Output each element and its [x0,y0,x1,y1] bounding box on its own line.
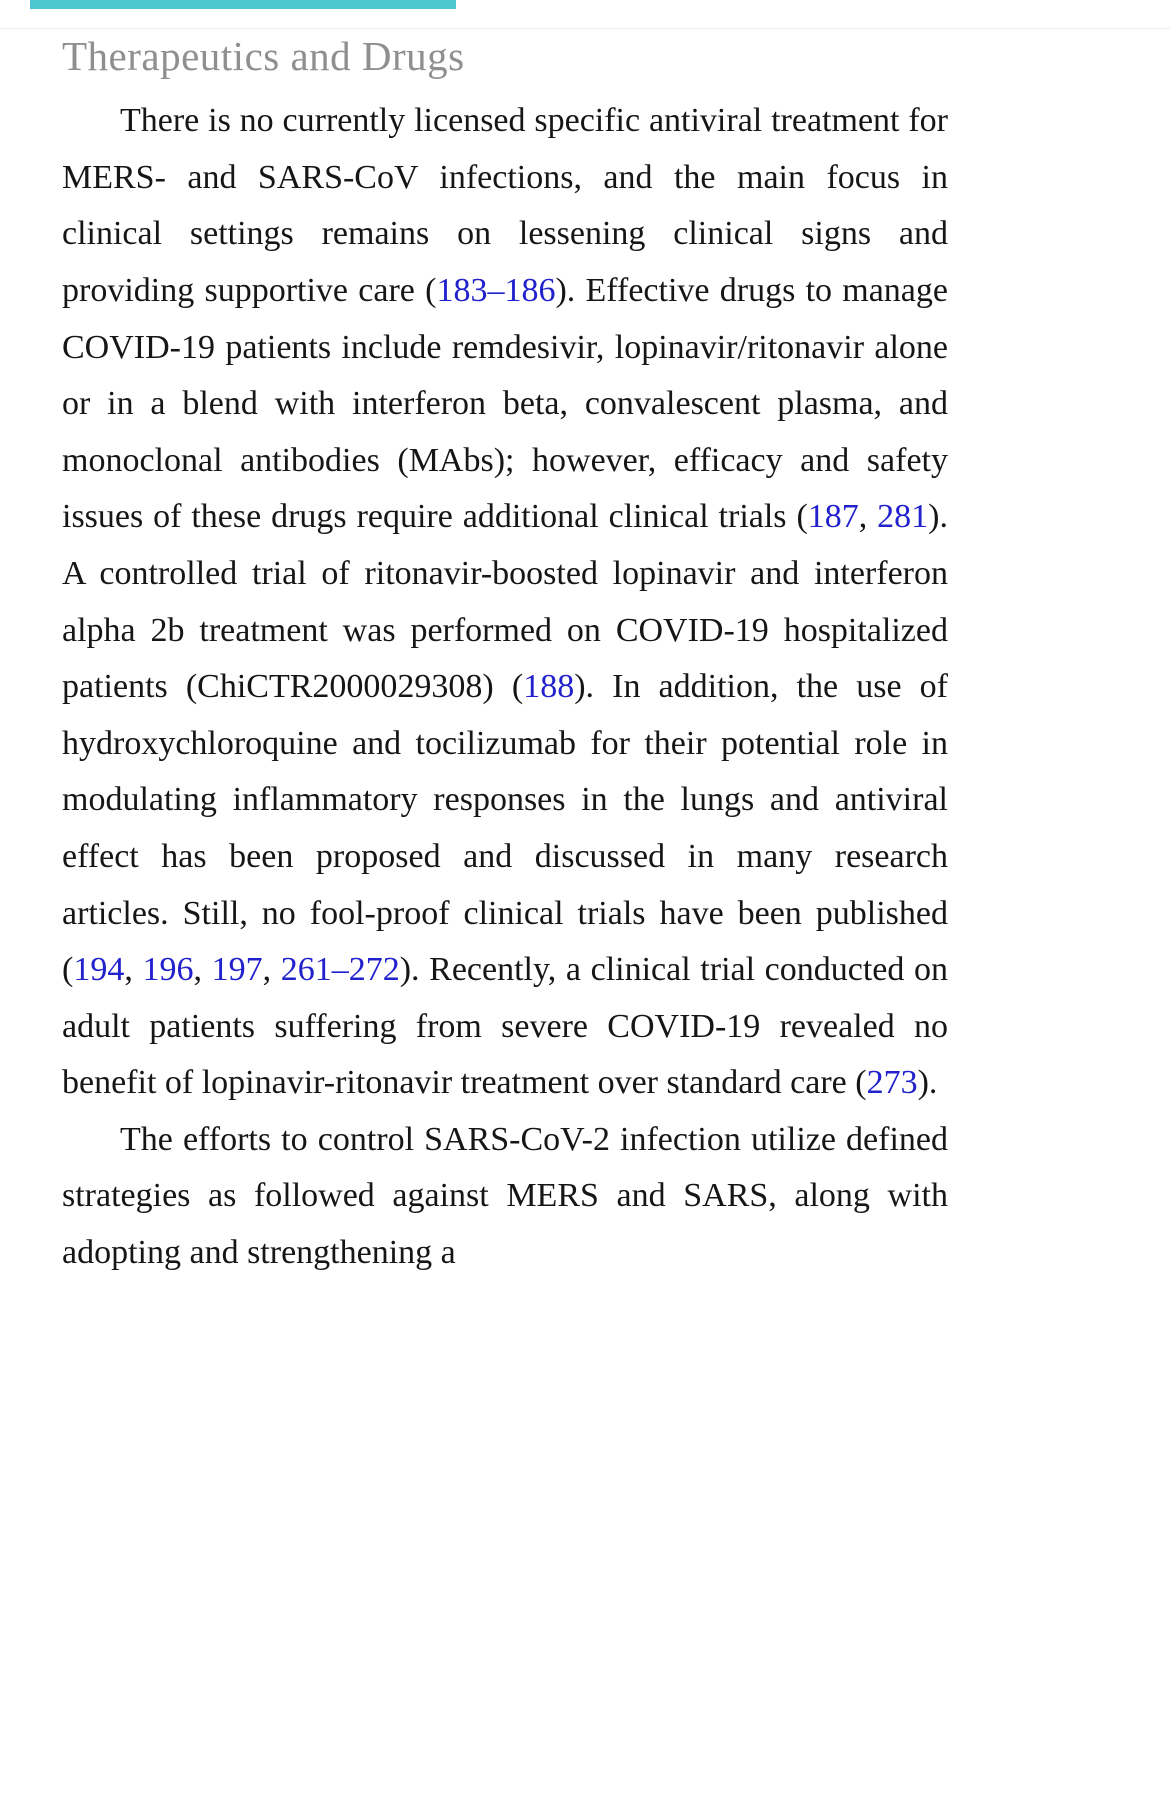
body-text: ). In addition, the use of hydroxychloroquine and tocilizumab for their potential role in modulating inflammatory responses in the lungs and antiviral effect has been proposed and discussed in many research articles. Still, no fool-proof clinical trials have been published ( [62,668,948,989]
paragraph [62,1112,948,1282]
citation-link[interactable]: 196 [142,951,194,989]
body-text: There is no currently licensed specific antiviral treatment for MERS- and SARS-CoV infections, and the main focus in clinical settings remains on lessening clinical signs and providing supportive care ( [62,102,948,309]
body-text: , [124,951,143,989]
section-heading: Therapeutics and Drugs [62,33,465,79]
citation-link[interactable]: 194 [73,951,125,989]
paragraph [62,93,948,1112]
citation-link[interactable]: 183–186 [436,271,556,309]
body-text: , [262,951,281,989]
citation-link[interactable]: 197 [211,951,263,989]
article-content [62,32,948,1282]
citation-link[interactable]: 187 [807,498,859,536]
body-text: , [858,498,878,536]
paragraphs-container [62,93,948,1281]
top-accent-bar [30,0,456,9]
body-text: ). A controlled trial of ritonavir-boosted lopinavir and interferon alpha 2b treatment was performed on COVID-19 hospitalized patients (ChiCTR2000029308) ( [62,498,948,706]
body-text: ). [917,1064,938,1102]
citation-link[interactable]: 188 [523,668,575,706]
header-divider [0,28,1170,29]
body-text: ). Effective drugs to manage COVID-19 patients include remdesivir, lopinavir/ritonavir alone or in a blend with interferon beta, convalescent plasma, and monoclonal antibodies (MAbs); however, efficacy and safety issues of these drugs require additional clinical trials ( [62,271,948,536]
body-text: , [193,951,212,989]
citation-link[interactable]: 273 [866,1064,918,1102]
body-text: ). Recently, a clinical trial conducted on adult patients suffering from severe COVID-19 revealed no benefit of lopinavir-ritonavir treatment over standard care ( [62,951,949,1102]
citation-link[interactable]: 261–272 [280,951,400,989]
citation-link[interactable]: 281 [877,498,929,536]
body-text: The efforts to control SARS-CoV-2 infection utilize defined strategies as followed against MERS and SARS, along with adopting and strengthening a [62,1120,948,1272]
